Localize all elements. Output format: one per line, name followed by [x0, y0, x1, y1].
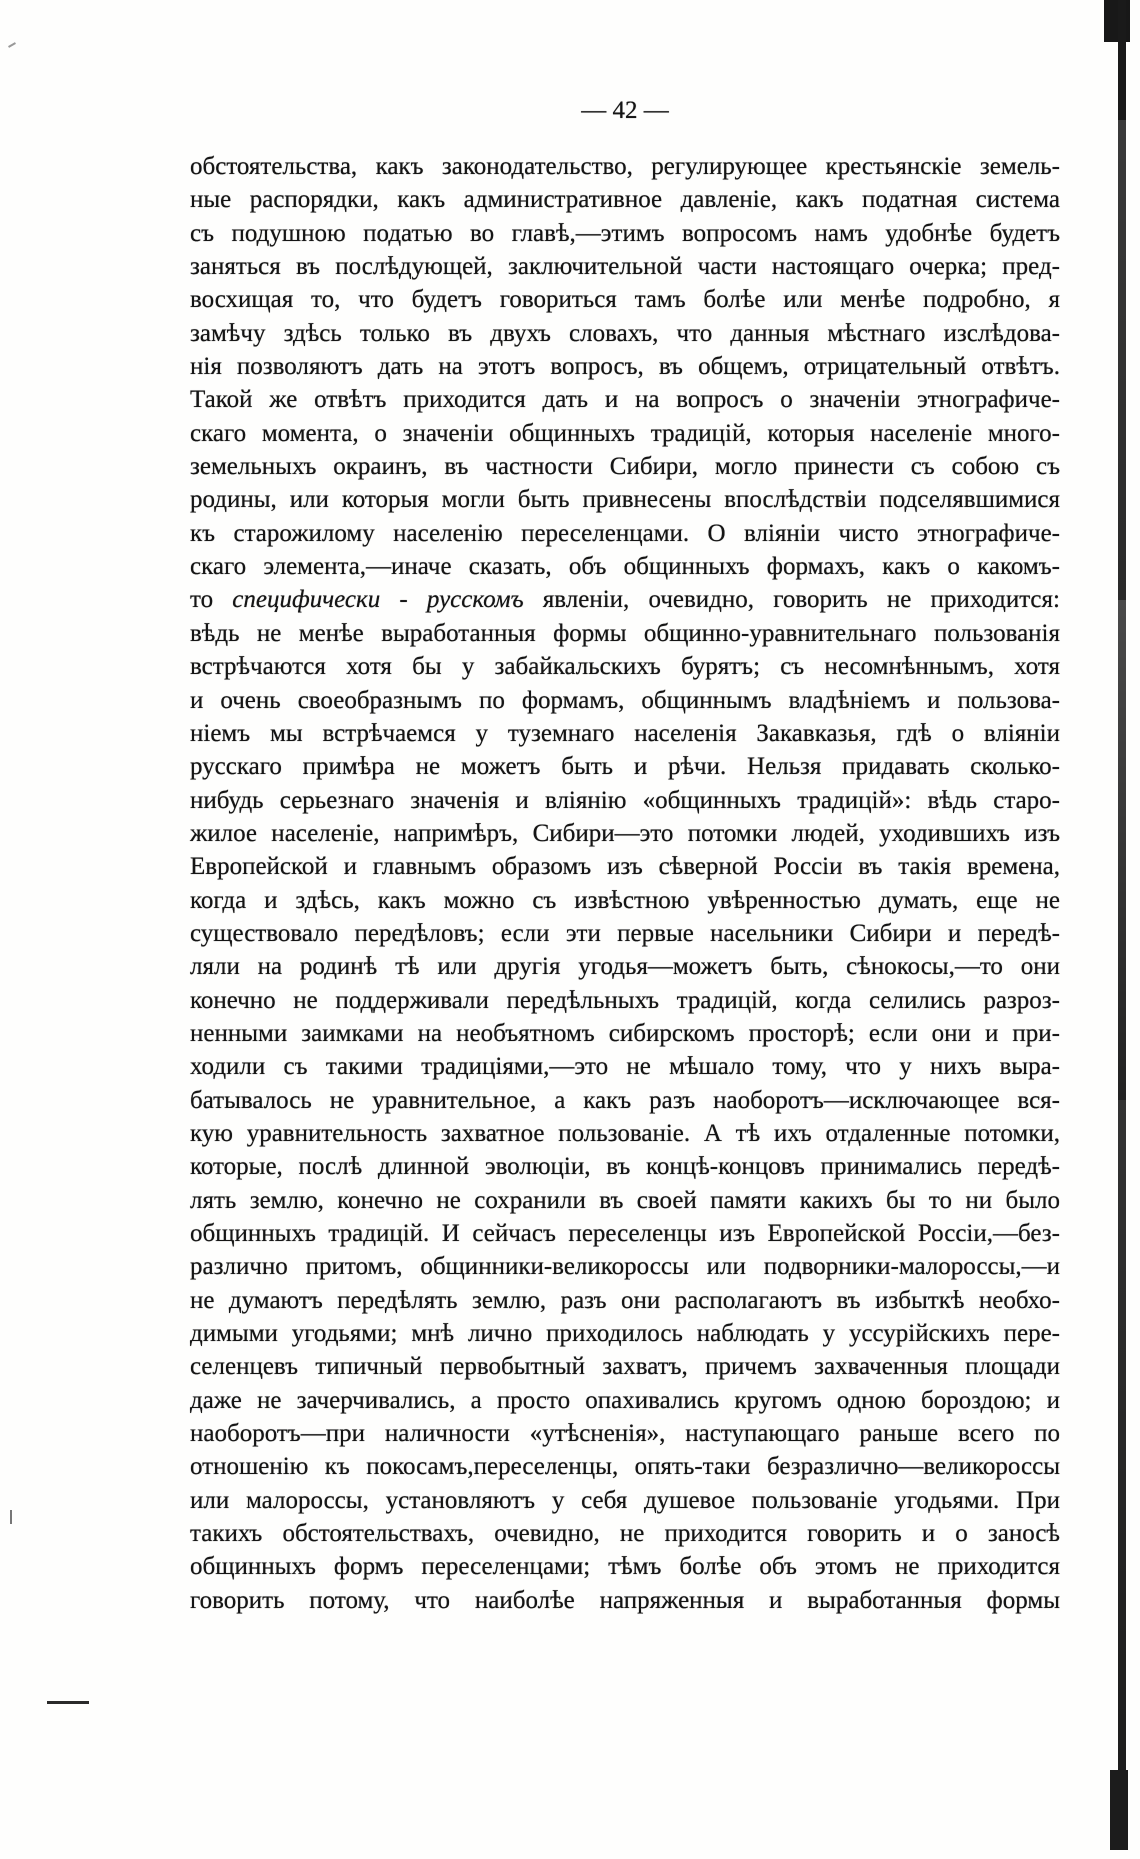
text-line: Европейской и главнымъ образомъ изъ сѣверной Россіи въ такія времена, — [190, 853, 1060, 881]
text-line: обстоятельства, какъ законодательство, регулирующее крестьянскіе земель- — [190, 153, 1060, 180]
text-line: отношенію къ покосамъ,переселенцы, опять-таки безразлично—великороссы — [190, 1453, 1060, 1481]
text-line: и очень своеобразнымъ по формамъ, общиннымъ владѣніемъ и пользова- — [190, 686, 1060, 714]
text-line: замѣчу здѣсь только въ двухъ словахъ, что данныя мѣстнаго изслѣдова- — [190, 319, 1060, 347]
text-line: ляли на родинѣ тѣ или другія угодья—можетъ быть, сѣнокосы,—то они — [190, 953, 1060, 981]
text-line: ные распорядки, какъ административное давленіе, какъ податная система — [190, 186, 1060, 214]
text-segment: то — [190, 586, 233, 614]
text-line: скаго момента, о значеніи общинныхъ традицій, которыя населеніе много- — [190, 419, 1060, 447]
text-line: общинныхъ формъ переселенцами; тѣмъ болѣе объ этомъ не приходится — [190, 1553, 1060, 1581]
italic-emphasis: специфически - русскомъ — [232, 586, 524, 614]
text-line: существовало передѣловъ; если эти первые насельники Сибири и передѣ- — [190, 919, 1060, 947]
scan-edge-shadow-top — [1104, 0, 1130, 42]
text-line: жилое населеніе, напримѣръ, Сибири—это потомки людей, уходившихъ изъ — [190, 819, 1060, 847]
text-line: наоборотъ—при наличности «утѣсненія», наступающаго раньше всего по — [190, 1420, 1060, 1448]
text-line: которые, послѣ длинной эволюціи, въ концѣ-концовъ принимались передѣ- — [190, 1153, 1060, 1181]
scan-edge-shadow-bottom — [1110, 1770, 1128, 1850]
scan-mark-tick — [10, 1510, 12, 1524]
text-line: ненными заимками на необъятномъ сибирскомъ просторѣ; если они и при- — [190, 1019, 1060, 1047]
text-line: лять землю, конечно не сохранили въ своей памяти какихъ бы то ни было — [190, 1186, 1060, 1214]
text-line: заняться въ послѣдующей, заключительной части настоящаго очерка; пред- — [190, 253, 1060, 281]
text-segment: явленіи, очевидно, говорить не приходится: — [523, 586, 1060, 614]
text-line: даже не зачерчивались, а просто опахивались кругомъ одною бороздою; и — [190, 1386, 1060, 1414]
text-line: къ старожилому населенію переселенцами. О вліяніи чисто этнографиче- — [190, 519, 1060, 547]
text-line: встрѣчаются хотя бы у забайкальскихъ бурятъ; съ несомнѣннымъ, хотя — [190, 653, 1060, 681]
text-line: такихъ обстоятельствахъ, очевидно, не приходится говорить и о заносѣ — [190, 1520, 1060, 1548]
text-line: селенцевъ типичный первобытный захватъ, причемъ захваченныя площади — [190, 1353, 1060, 1381]
text-line — [190, 583, 1060, 616]
text-line: кую уравнительность захватное пользованіе. А тѣ ихъ отдаленные потомки, — [190, 1119, 1060, 1147]
page-number: — 42 — — [581, 97, 669, 124]
text-line: родины, или которыя могли быть привнесены впослѣдствіи подселявшимися — [190, 486, 1060, 514]
scan-edge-shadow — [1118, 0, 1126, 1850]
body-text — [190, 150, 1060, 1617]
text-line: ходили съ такими традиціями,—это не мѣшало тому, что у нихъ выра- — [190, 1053, 1060, 1081]
text-line: Такой же отвѣтъ приходится дать и на вопросъ о значеніи этнографиче- — [190, 386, 1060, 414]
text-line: земельныхъ окраинъ, въ частности Сибири, могло принести съ собою съ — [190, 453, 1060, 481]
text-line: батывалось не уравнительное, а какъ разъ наоборотъ—исключающее вся- — [190, 1086, 1060, 1114]
text-line: восхищая то, что будетъ говориться тамъ болѣе или менѣе подробно, я — [190, 286, 1060, 314]
text-line: общинныхъ традицій. И сейчасъ переселенцы изъ Европейской Россіи,—без- — [190, 1220, 1060, 1247]
text-line: не думаютъ передѣлять землю, разъ они располагаютъ въ избыткѣ необхо- — [190, 1286, 1060, 1314]
text-line: когда и здѣсь, какъ можно съ извѣстною увѣренностью думать, еще не — [190, 886, 1060, 914]
text-line: говорить потому, что наиболѣе напряженныя и выработанныя формы — [190, 1586, 1060, 1614]
text-line: нибудь серьезнаго значенія и вліянію «общинныхъ традицій»: вѣдь старо- — [190, 786, 1060, 814]
text-line: нія позволяютъ дать на этотъ вопросъ, въ общемъ, отрицательный отвѣтъ. — [190, 353, 1060, 381]
scan-mark-dash — [47, 1701, 89, 1704]
text-line: скаго элемента,—иначе сказать, объ общинныхъ формахъ, какъ о какомъ- — [190, 553, 1060, 581]
text-line: русскаго примѣра не можетъ быть и рѣчи. Нельзя придавать сколько- — [190, 753, 1060, 781]
text-line: различно притомъ, общинники-великороссы или подворники-малороссы,—и — [190, 1253, 1060, 1281]
text-line: вѣдь не менѣе выработанныя формы общинно-уравнительнаго пользованія — [190, 619, 1060, 647]
text-line: ніемъ мы встрѣчаемся у туземнаго населенія Закавказья, гдѣ о вліяніи — [190, 719, 1060, 747]
text-line: конечно не поддерживали передѣльныхъ традицій, когда селились разроз- — [190, 986, 1060, 1014]
text-line: или малороссы, установляютъ у себя душевое пользованіе угодьями. При — [190, 1486, 1060, 1514]
scan-mark-top — [8, 42, 16, 48]
text-line: съ подушною податью во главѣ,—этимъ вопросомъ намъ удобнѣе будетъ — [190, 219, 1060, 247]
text-line: димыми угодьями; мнѣ лично приходилось наблюдать у уссурійскихъ пере- — [190, 1320, 1060, 1348]
